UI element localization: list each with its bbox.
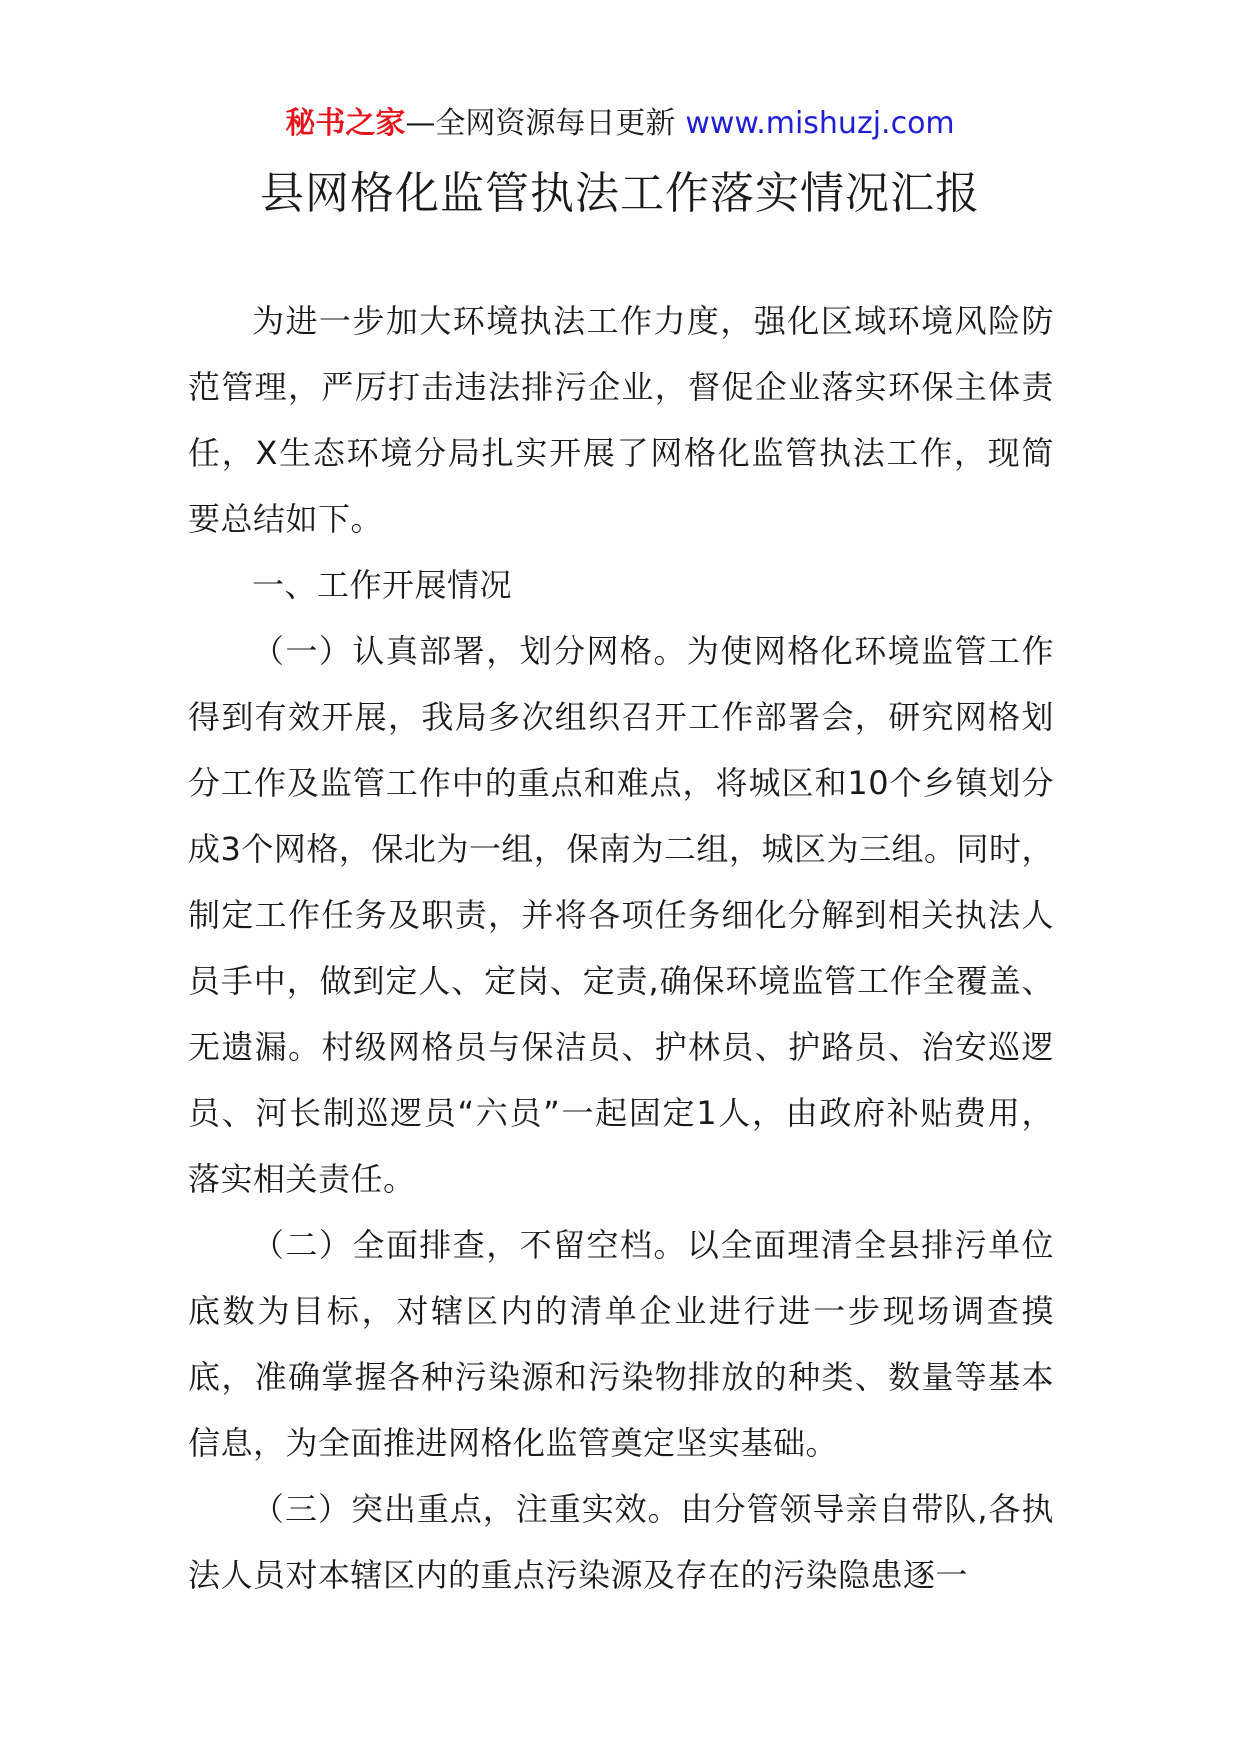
document-title: 县网格化监管执法工作落实情况汇报: [260, 168, 980, 219]
section-heading-work-status: 一、工作开展情况: [252, 566, 513, 604]
paragraph-inspection: （二）全面排查，不留空档。以全面理清全县排污单位底数为目标，对辖区内的清单企业进行进一步现场调查摸底，准确掌握各种污染源和污染物排放的种类、数量等基本信息，为全面推进网格化监管奠定坚实基础。: [188, 1226, 1054, 1462]
site-header: [0, 104, 1240, 144]
site-tagline: —全网资源每日更新: [405, 106, 676, 141]
paragraph-deployment: （一）认真部署，划分网格。为使网格化环境监管工作得到有效开展，我局多次组织召开工作部署会，研究网格划分工作及监管工作中的重点和难点，将城区和10个乡镇划分成3个网格，保北为一组，保南为二组，城区为三组。同时，制定工作任务及职责，并将各项任务细化分解到相关执法人员手中，做到定人、定岗、定责,确保环境监管工作全覆盖、无遗漏。村级网格员与保洁员、护林员、护路员、治安巡逻员、河长制巡逻员“六员”一起固定1人，由政府补贴费用，落实相关责任。: [188, 632, 1054, 1198]
document-body: [188, 288, 1054, 1608]
paragraph-intro: 为进一步加大环境执法工作力度，强化区域环境风险防范管理，严厉打击违法排污企业，督促企业落实环保主体责任，X生态环境分局扎实开展了网格化监管执法工作，现简要总结如下。: [188, 302, 1054, 538]
paragraph-key-points: （三）突出重点，注重实效。由分管领导亲自带队,各执法人员对本辖区内的重点污染源及存在的污染隐患逐一: [188, 1490, 1054, 1594]
site-url-link[interactable]: www.mishuzj.com: [685, 106, 955, 141]
site-brand: 秘书之家: [285, 106, 406, 141]
